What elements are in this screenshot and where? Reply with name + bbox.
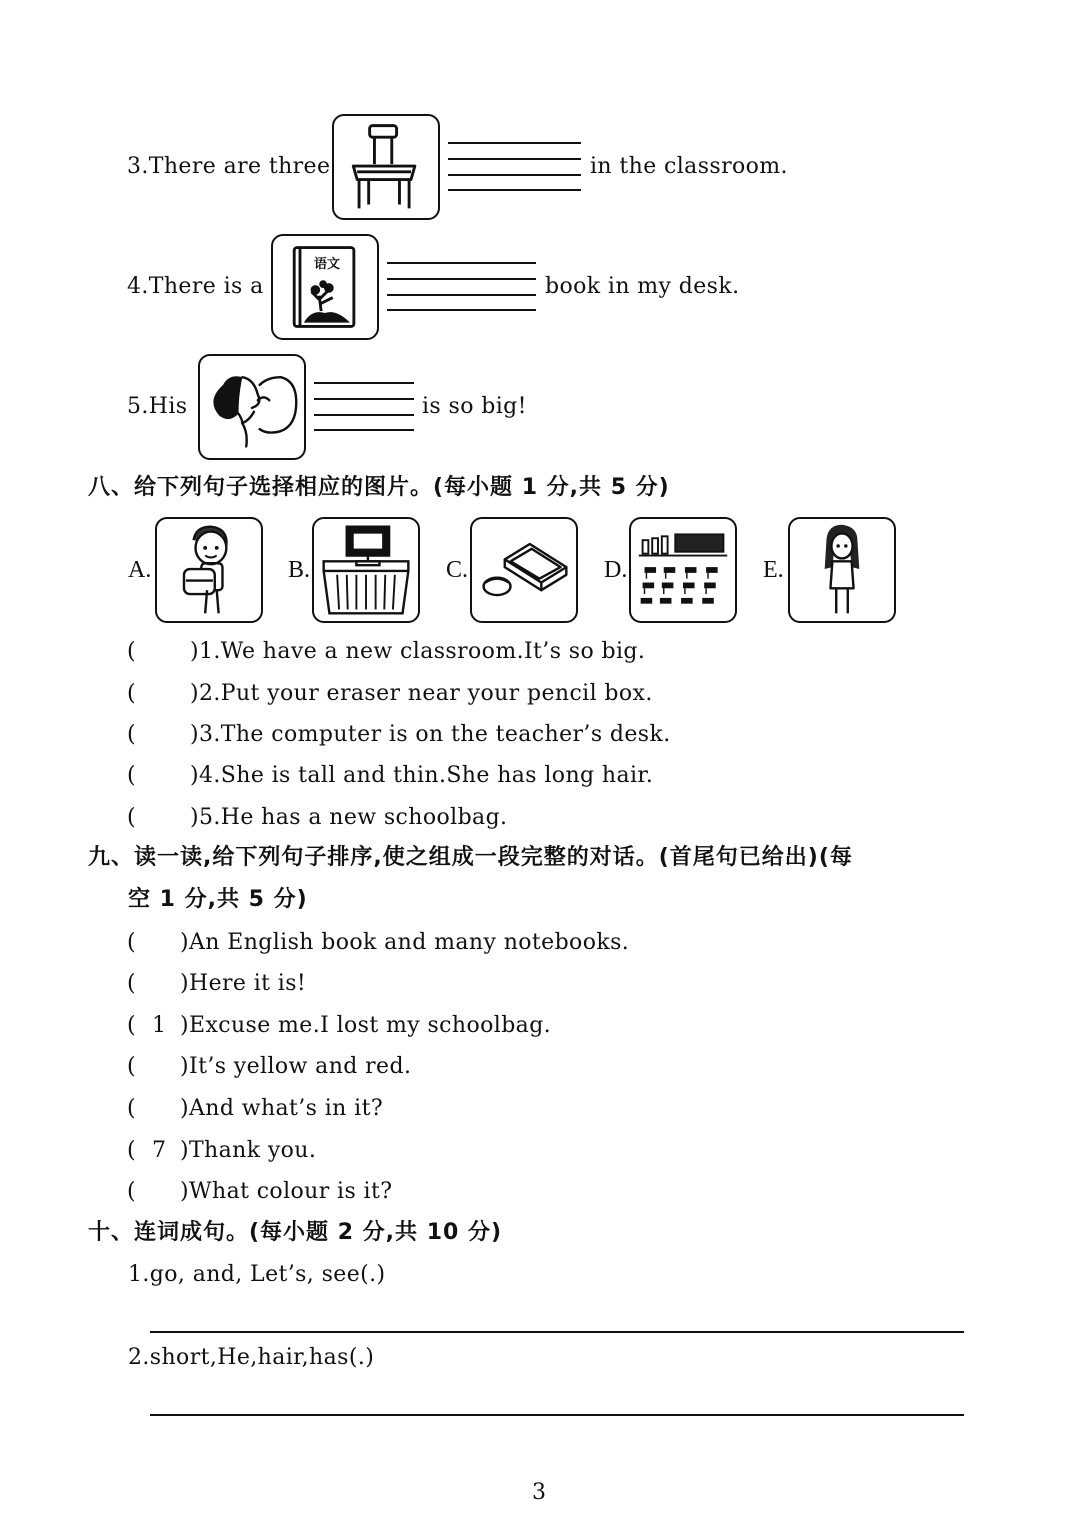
s9-item-3-open: ( bbox=[127, 1013, 136, 1038]
option-b-picture bbox=[312, 517, 420, 623]
option-c-label: C. bbox=[446, 557, 469, 583]
s9-item-6-open: ( bbox=[127, 1138, 136, 1163]
s10-item-1-text: 1.go, and, Let’s, see(.) bbox=[128, 1262, 386, 1287]
chinese-book-icon bbox=[273, 236, 377, 338]
fill-item-5-prefix: 5.His bbox=[127, 394, 188, 419]
answer-blank-5[interactable] bbox=[314, 382, 414, 432]
s9-item-1-text: )An English book and many notebooks. bbox=[180, 930, 630, 955]
option-a-label: A. bbox=[128, 557, 152, 583]
s9-item-4-text: )It’s yellow and red. bbox=[180, 1054, 412, 1079]
section-9-heading-line-2: 空 1 分,共 5 分) bbox=[128, 887, 308, 912]
s9-item-4-open: ( bbox=[127, 1054, 136, 1079]
answer-blank-3[interactable] bbox=[448, 142, 581, 192]
s9-item-5-open: ( bbox=[127, 1096, 136, 1121]
s8-item-4-text: )4.She is tall and thin.She has long hair. bbox=[190, 763, 654, 788]
option-a-picture bbox=[155, 517, 263, 623]
fill-item-4-suffix: book in my desk. bbox=[545, 274, 740, 299]
s9-item-3-answer[interactable]: 1 bbox=[152, 1013, 166, 1038]
chinese-book-picture bbox=[271, 234, 379, 340]
section-8-heading: 八、给下列句子选择相应的图片。(每小题 1 分,共 5 分) bbox=[88, 475, 670, 500]
girl-icon bbox=[790, 519, 894, 621]
s8-item-2-text: )2.Put your eraser near your pencil box. bbox=[190, 681, 653, 706]
fill-item-3-suffix: in the classroom. bbox=[590, 154, 788, 179]
page-number: 3 bbox=[532, 1480, 547, 1505]
section-9-heading-line-1: 九、读一读,给下列句子排序,使之组成一段完整的对话。(首尾句已给出)(每 bbox=[88, 845, 853, 870]
boy-with-schoolbag-icon bbox=[157, 519, 261, 621]
s8-item-1-text: )1.We have a new classroom.It’s so big. bbox=[190, 639, 646, 664]
s8-item-3-text: )3.The computer is on the teacher’s desk. bbox=[190, 722, 671, 747]
s8-item-1-open: ( bbox=[127, 639, 136, 664]
s9-item-2-text: )Here it is! bbox=[180, 971, 307, 996]
pencil-box-and-eraser-icon bbox=[472, 519, 576, 621]
s9-item-7-text: )What colour is it? bbox=[180, 1179, 393, 1204]
s10-item-2-text: 2.short,He,hair,has(.) bbox=[128, 1345, 375, 1370]
option-e-label: E. bbox=[763, 557, 784, 583]
s8-item-5-open: ( bbox=[127, 805, 136, 830]
fill-item-5-suffix: is so big! bbox=[422, 394, 527, 419]
s9-item-6-text: )Thank you. bbox=[180, 1138, 317, 1163]
s9-item-2-open: ( bbox=[127, 971, 136, 996]
answer-blank-4[interactable] bbox=[387, 262, 536, 312]
computer-on-desk-icon bbox=[314, 519, 418, 621]
head-picture bbox=[198, 354, 306, 460]
head-icon bbox=[200, 356, 304, 458]
s9-item-3-text: )Excuse me.I lost my schoolbag. bbox=[180, 1013, 552, 1038]
option-e-picture bbox=[788, 517, 896, 623]
section-10-heading: 十、连词成句。(每小题 2 分,共 10 分) bbox=[88, 1220, 503, 1245]
s8-item-5-text: )5.He has a new schoolbag. bbox=[190, 805, 508, 830]
s10-item-2-answer-line[interactable] bbox=[150, 1414, 964, 1416]
option-c-picture bbox=[470, 517, 578, 623]
fill-item-3-prefix: 3.There are three bbox=[127, 154, 331, 179]
chair-icon bbox=[334, 116, 438, 218]
s8-item-4-open: ( bbox=[127, 763, 136, 788]
s10-item-1-answer-line[interactable] bbox=[150, 1331, 964, 1333]
option-b-label: B. bbox=[288, 557, 311, 583]
s8-item-3-open: ( bbox=[127, 722, 136, 747]
s9-item-1-open: ( bbox=[127, 930, 136, 955]
classroom-icon bbox=[631, 519, 735, 621]
s9-item-5-text: )And what’s in it? bbox=[180, 1096, 384, 1121]
option-d-picture bbox=[629, 517, 737, 623]
option-d-label: D. bbox=[604, 557, 628, 583]
book-title: 语文 bbox=[313, 257, 340, 272]
s9-item-6-answer[interactable]: 7 bbox=[152, 1138, 166, 1163]
fill-item-4-prefix: 4.There is a bbox=[127, 274, 264, 299]
chair-picture bbox=[332, 114, 440, 220]
s9-item-7-open: ( bbox=[127, 1179, 136, 1204]
s8-item-2-open: ( bbox=[127, 681, 136, 706]
